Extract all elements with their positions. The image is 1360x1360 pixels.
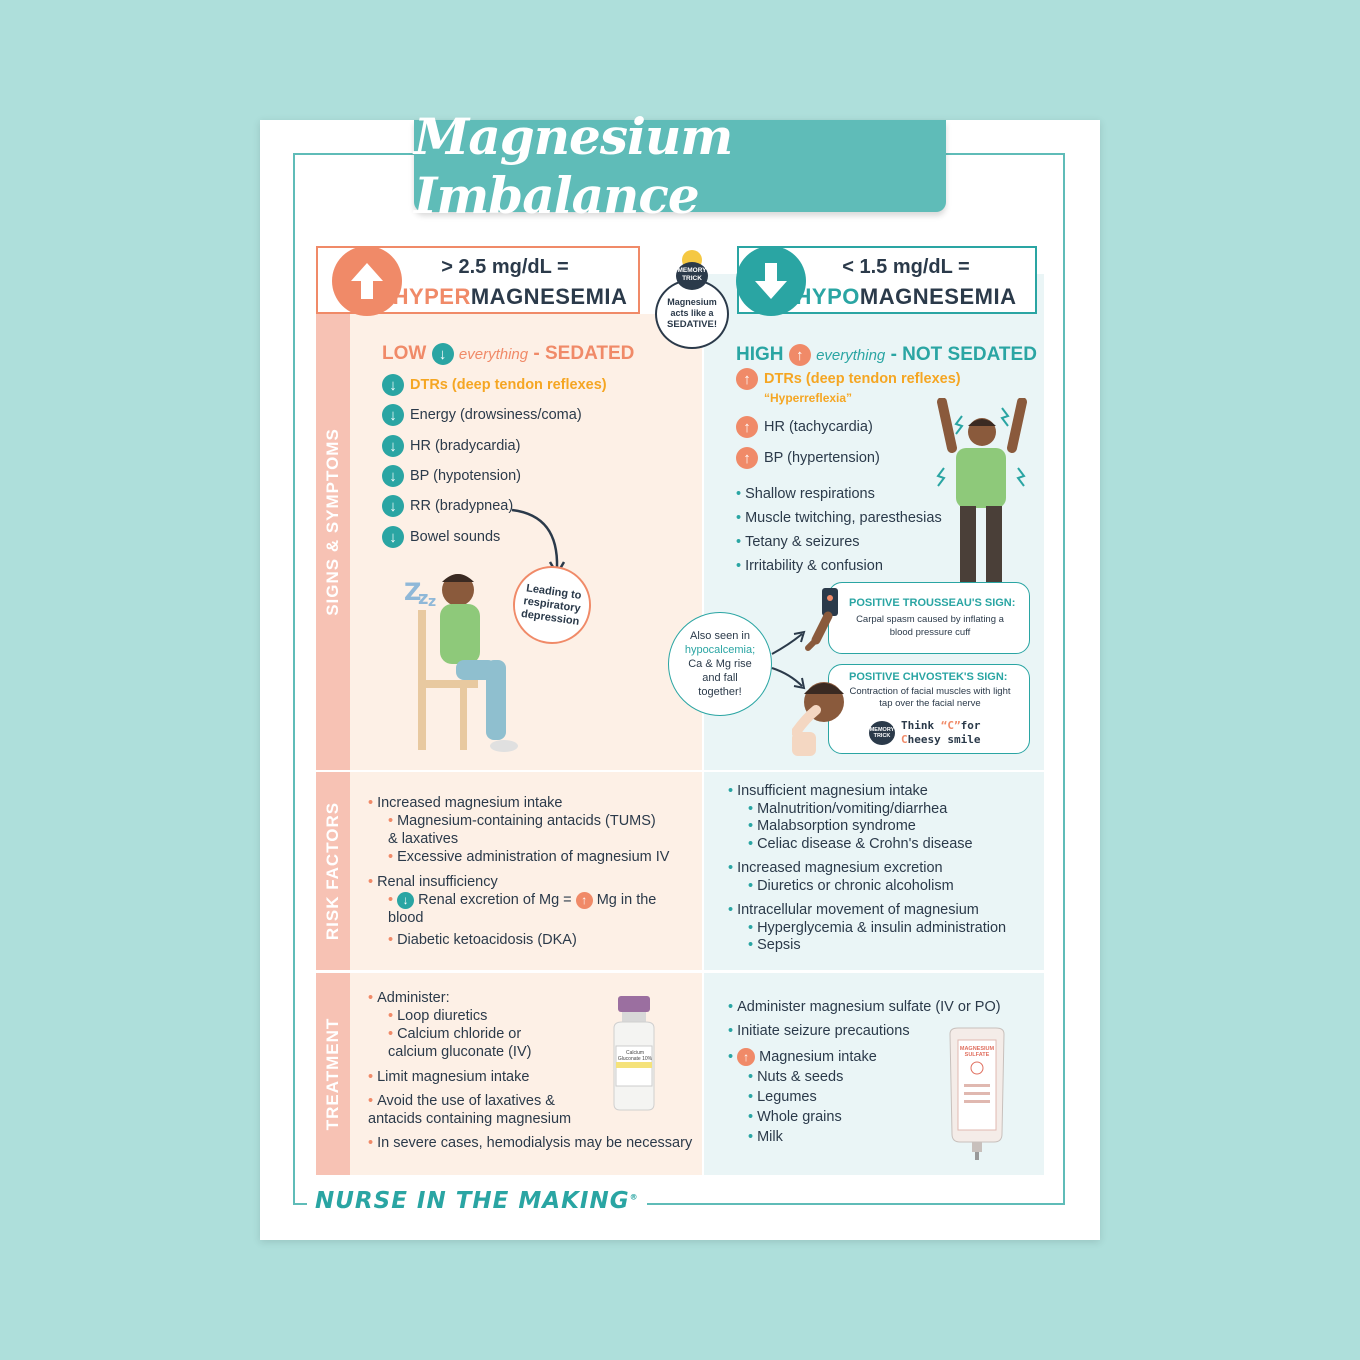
hypocalcemia-callout: Also seen in hypocalcemia; Ca & Mg rise and fall together! [668,612,772,716]
arrow-down-icon: ↓ [382,435,404,457]
memory-badge-small: MEMORY TRICK [869,721,895,745]
arrow-icon [768,624,838,694]
hyper-threshold: > 2.5 mg/dL = [441,256,569,278]
hyper-symptom: ↓ HR (bradycardia) [382,435,520,457]
hypo-prefix: HYPO [795,284,860,309]
tag-everything: everything [816,347,886,365]
list-item: • Loop diuretics [388,1008,488,1024]
hyperreflexia-note: “Hyperreflexia” [764,391,853,405]
list-item: • Tetany & seizures [736,534,860,550]
hyper-suffix: MAGNESEMIA [470,284,628,309]
list-item: • Increased magnesium excretion [728,860,943,876]
iv-bag-illustration [944,1024,1010,1160]
agitated-person-illustration [928,398,1038,584]
arrow-down-icon: ↓ [382,404,404,426]
arrow-up-icon: ↑ [576,892,593,909]
arrow-up-icon: ↑ [736,368,758,390]
list-item: • Diuretics or chronic alcoholism [748,877,954,894]
list-item: • Calcium chloride or calcium gluconate (IV) [388,1026,532,1060]
list-item: • Shallow respirations [736,486,875,502]
hyper-tagline [382,343,634,365]
list-item: • Malnutrition/vomiting/diarrhea [748,800,948,817]
list-item: • Hyperglycemia & insulin administration [748,919,1007,936]
hyper-symptom: ↓ Bowel sounds [382,526,500,548]
hypo-suffix: MAGNESEMIA [859,284,1017,309]
svg-text:z: z [428,594,437,610]
list-item: • Sepsis [748,937,801,953]
tag-everything: everything [458,346,529,364]
respiratory-callout: Leading to respiratory depression [508,561,596,649]
list-item: • Milk [748,1129,783,1145]
list-item: • Whole grains [748,1109,842,1125]
list-item: • Celiac disease & Crohn's disease [748,835,973,852]
arrow-down-icon: ↓ [382,526,404,548]
list-item: • Magnesium-containing antacids (TUMS) & laxatives [388,813,656,847]
list-item: • Malabsorption syndrome [748,818,916,834]
cheesy-smile-line: Cheesy smile [901,733,981,746]
hyper-symptom: ↓ DTRs (deep tendon reflexes) [382,374,607,396]
hypo-bullet-list [736,482,942,578]
tag-high: HIGH [736,344,784,366]
arrow-down-icon: ↓ [432,343,454,365]
svg-text:z: z [418,588,429,609]
section-label-risk: RISK FACTORS [316,772,350,970]
trousseau-title: POSITIVE TROUSSEAU'S SIGN: [849,597,1016,609]
list-item: • Administer magnesium sulfate (IV or PO) [728,999,1001,1015]
hyper-name [390,284,630,310]
hypo-risk-list [728,783,1006,955]
think-c-line: Think “C”for [901,719,981,732]
chvostek-callout [828,664,1030,754]
arrow-up-icon: ↑ [736,416,758,438]
hyper-symptom: ↓ BP (hypotension) [382,465,521,487]
list-item: • Excessive administration of magnesium IV [388,849,670,865]
tag-low: LOW [382,343,427,365]
hypo-symptom-hr: ↑ HR (tachycardia) [736,416,873,438]
vial-label: Calcium Gluconate 10% [617,1050,653,1062]
arrow-up-icon: ↑ [736,447,758,469]
list-item: • Insufficient magnesium intake [728,783,928,799]
list-item: • Muscle twitching, paresthesias [736,510,942,526]
list-item: • Diabetic ketoacidosis (DKA) [388,932,577,948]
arrow-down-icon: ↓ [397,892,414,909]
arrow-up-icon: ↑ [789,344,811,366]
hyper-prefix: HYPER [392,284,471,309]
section-label-signs: SIGNS & SYMPTOMS [316,274,350,770]
page-title: Magnesium Imbalance [414,107,733,225]
tag-not-sedated: - NOT SEDATED [890,344,1037,366]
hypocalcemia-link: hypocalcemia; [684,644,756,656]
iv-bag-label: MAGNESIUM SULFATE [959,1046,995,1058]
list-item: • Intracellular movement of magnesium [728,902,979,918]
trousseau-callout [828,582,1030,654]
memory-badge: MEMORY TRICK [676,262,708,290]
trousseau-text: Carpal spasm caused by inflating a blood pressure cuff [856,614,1004,638]
hypo-threshold: < 1.5 mg/dL = [842,256,970,278]
arrow-down-icon: ↓ [382,465,404,487]
svg-text:Z: Z [404,578,422,606]
list-item: • Renal insufficiency [368,874,498,890]
tag-sedated: - SEDATED [533,343,635,365]
list-item: • Avoid the use of laxatives & antacids containing magnesium [368,1093,572,1127]
list-item: • In severe cases, hemodialysis may be necessary [368,1135,693,1151]
brand-logo: NURSE IN THE MAKING® [307,1188,647,1214]
memory-trick-emphasis: SEDATIVE! [667,319,717,330]
list-item: • Administer: [368,990,450,1006]
list-item: • ↓ Renal excretion of Mg = ↑ Mg in the blood [388,892,657,926]
title-banner [414,107,946,225]
list-item: • Legumes [748,1089,817,1105]
list-item: • Initiate seizure precautions [728,1023,910,1039]
arrow-down-icon: ↓ [382,495,404,517]
hyper-symptom: ↓ Energy (drowsiness/coma) [382,404,582,426]
chvostek-text: Contraction of facial muscles with light tap over the facial nerve [849,686,1011,709]
section-label-treatment: TREATMENT [316,973,350,1175]
list-item: • Irritability & confusion [736,558,883,574]
hypo-tagline [736,344,1037,366]
list-item: • ↑ Magnesium intake [728,1049,877,1065]
hyper-risk-list [368,794,678,949]
arrow-up-icon: ↑ [737,1048,755,1066]
hypo-name [786,284,1026,310]
hyper-symptom: ↓ RR (bradypnea) [382,495,513,517]
arrow-down-icon: ↓ [382,374,404,396]
list-item: • Limit magnesium intake [368,1069,530,1085]
memory-trick-text: Magnesium acts like a [667,297,717,318]
sleepy-person-illustration [400,560,530,760]
chvostek-title: POSITIVE CHVOSTEK'S SIGN: [849,671,1008,683]
hypo-symptom-bp: ↑ BP (hypertension) [736,447,880,469]
hypo-symptom-dtr: ↑ DTRs (deep tendon reflexes) [736,368,961,390]
list-item: • Nuts & seeds [748,1069,844,1085]
list-item: • Increased magnesium intake [368,795,563,811]
